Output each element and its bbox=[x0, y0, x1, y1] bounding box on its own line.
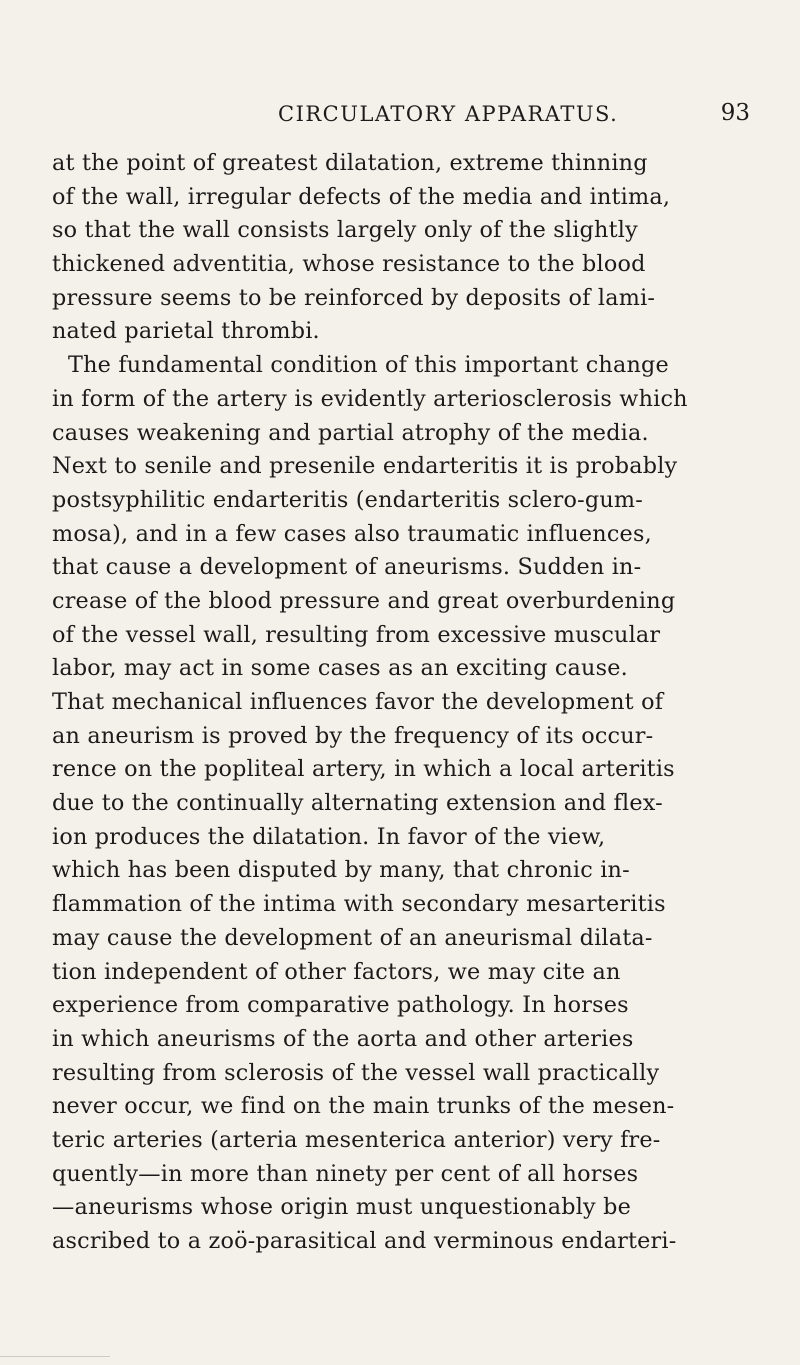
text-line: pressure seems to be reinforced by deposits of lami- bbox=[52, 284, 656, 311]
text-line: of the vessel wall, resulting from excessive muscular bbox=[52, 621, 661, 648]
text-line: of the wall, irregular defects of the media and intima, bbox=[52, 183, 671, 210]
page-number: 93 bbox=[720, 100, 750, 126]
text-line: due to the continually alternating extension and flex- bbox=[52, 790, 663, 817]
text-line: teric arteries (arteria mesenterica anterior) very fre- bbox=[52, 1126, 661, 1153]
text-line: mosa), and in a few cases also traumatic influences, bbox=[52, 520, 652, 547]
text-line: Next to senile and presenile endarteritis it is probably bbox=[52, 453, 678, 480]
text-line: flammation of the intima with secondary mesarteritis bbox=[52, 891, 666, 918]
text-line: causes weakening and partial atrophy of the media. bbox=[52, 419, 649, 446]
text-line: quently—in more than ninety per cent of all horses bbox=[52, 1160, 639, 1187]
text-line: labor, may act in some cases as an exciting cause. bbox=[52, 655, 628, 682]
text-line: in form of the artery is evidently arteriosclerosis which bbox=[52, 385, 688, 412]
running-head: CIRCULATORY APPARATUS. bbox=[278, 102, 619, 126]
text-line: tion independent of other factors, we may cite an bbox=[52, 958, 621, 985]
text-line: postsyphilitic endarteritis (endarteritis sclero-gum- bbox=[52, 486, 644, 513]
text-line: —aneurisms whose origin must unquestionably be bbox=[52, 1194, 631, 1221]
text-line: ion produces the dilatation. In favor of the view, bbox=[52, 823, 606, 850]
text-line: so that the wall consists largely only of the slightly bbox=[52, 217, 638, 244]
text-line: rence on the popliteal artery, in which a local arteritis bbox=[52, 756, 675, 783]
page-edge-rule bbox=[0, 1356, 110, 1357]
text-line: resulting from sclerosis of the vessel wall practically bbox=[52, 1059, 660, 1086]
text-line: That mechanical influences favor the development of bbox=[52, 689, 664, 715]
text-line: experience from comparative pathology. In horses bbox=[52, 992, 629, 1019]
text-line: that cause a development of aneurisms. Sudden in- bbox=[52, 554, 642, 581]
text-line: thickened adventitia, whose resistance to the blood bbox=[52, 251, 646, 278]
paragraph-start-line: The fundamental condition of this important change bbox=[68, 352, 669, 379]
text-line: in which aneurisms of the aorta and other arteries bbox=[52, 1025, 634, 1052]
text-line: ascribed to a zoö-parasitical and verminous endarteri- bbox=[52, 1228, 677, 1254]
text-line: never occur, we find on the main trunks of the mesen- bbox=[52, 1093, 675, 1120]
text-line: nated parietal thrombi. bbox=[52, 318, 320, 345]
body-text bbox=[52, 147, 748, 1259]
text-line: crease of the blood pressure and great overburdening bbox=[52, 587, 676, 614]
text-line: which has been disputed by many, that chronic in- bbox=[52, 857, 630, 884]
text-line: may cause the development of an aneurismal dilata- bbox=[52, 924, 653, 951]
page-header bbox=[278, 96, 750, 136]
text-line: an aneurism is proved by the frequency of its occur- bbox=[52, 722, 654, 749]
text-line: at the point of greatest dilatation, extreme thinning bbox=[52, 150, 648, 176]
